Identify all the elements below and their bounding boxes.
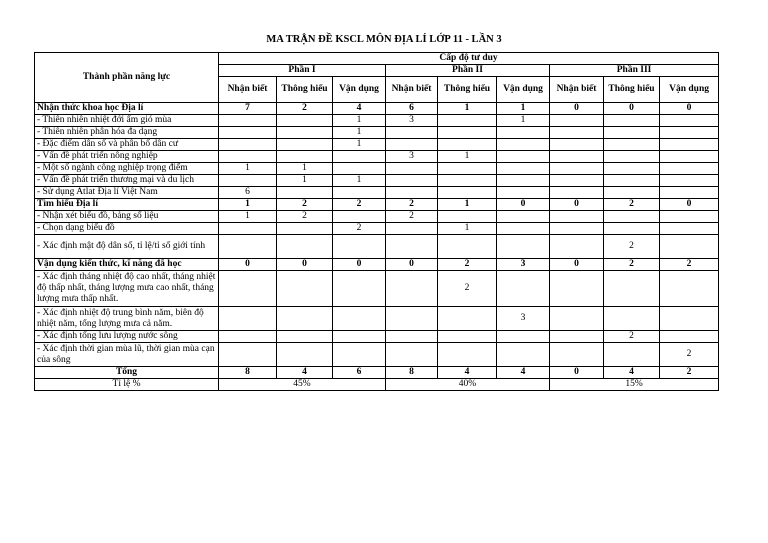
cell-value: 6 (219, 187, 277, 199)
cell-value: 2 (277, 199, 333, 211)
cell-value (497, 139, 550, 151)
row-label: Tổng (35, 367, 219, 379)
cell-value (333, 187, 386, 199)
ratio-row (35, 379, 719, 391)
cell-value (386, 235, 438, 259)
cell-value: 1 (277, 163, 333, 175)
header-part-1: Phần I (219, 65, 386, 77)
cell-value: 0 (550, 199, 604, 211)
cell-value (333, 307, 386, 331)
row-label: Vận dụng kiến thức, kĩ năng đã học (35, 259, 219, 271)
cell-value (333, 331, 386, 343)
table-row (35, 271, 719, 307)
cell-value: 2 (333, 199, 386, 211)
cell-value (660, 307, 719, 331)
cell-value: 1 (333, 139, 386, 151)
cell-value: 1 (333, 127, 386, 139)
cell-value (333, 343, 386, 367)
header-sub: Vận dụng (660, 77, 719, 103)
cell-value (550, 211, 604, 223)
cell-value (604, 139, 660, 151)
row-label: Tìm hiểu Địa lí (35, 199, 219, 211)
header-sub: Vận dụng (333, 77, 386, 103)
cell-value (386, 307, 438, 331)
cell-value (550, 139, 604, 151)
cell-value: 2 (333, 223, 386, 235)
cell-value (497, 175, 550, 187)
cell-value (386, 187, 438, 199)
cell-value (386, 163, 438, 175)
cell-value (333, 271, 386, 307)
cell-value (550, 151, 604, 163)
cell-value (386, 223, 438, 235)
header-competency: Thành phần năng lực (35, 53, 219, 103)
cell-value: 1 (497, 103, 550, 115)
cell-value (219, 175, 277, 187)
cell-value (438, 175, 497, 187)
cell-value: 1 (333, 175, 386, 187)
header-sub: Nhận biết (386, 77, 438, 103)
cell-value (660, 211, 719, 223)
cell-value (277, 343, 333, 367)
cell-value (438, 139, 497, 151)
cell-value (550, 271, 604, 307)
header-sub: Nhận biết (550, 77, 604, 103)
header-part-2: Phần II (386, 65, 550, 77)
cell-value (497, 187, 550, 199)
cell-value (660, 139, 719, 151)
table-row (35, 163, 719, 175)
row-label: - Xác định tổng lưu lượng nước sông (35, 331, 219, 343)
cell-value: 0 (550, 259, 604, 271)
cell-value (497, 127, 550, 139)
cell-value (438, 211, 497, 223)
table-row (35, 187, 719, 199)
cell-value: 2 (604, 235, 660, 259)
cell-value (497, 271, 550, 307)
table-row (35, 307, 719, 331)
cell-value (438, 115, 497, 127)
cell-value: 4 (277, 367, 333, 379)
cell-value: 3 (497, 259, 550, 271)
cell-value: 2 (604, 199, 660, 211)
cell-value: 0 (219, 259, 277, 271)
cell-value: 4 (333, 103, 386, 115)
cell-value (219, 139, 277, 151)
cell-value: 2 (277, 103, 333, 115)
cell-value: 2 (386, 211, 438, 223)
cell-value: 0 (333, 259, 386, 271)
cell-value (438, 343, 497, 367)
cell-value (219, 223, 277, 235)
cell-value (497, 223, 550, 235)
cell-value (550, 187, 604, 199)
cell-value (604, 211, 660, 223)
cell-value (277, 139, 333, 151)
row-label: - Chọn dạng biểu đồ (35, 223, 219, 235)
cell-value: 0 (660, 199, 719, 211)
cell-value (660, 187, 719, 199)
row-label: - Đặc điểm dân số và phân bố dân cư (35, 139, 219, 151)
cell-value (438, 235, 497, 259)
cell-value (550, 343, 604, 367)
cell-value (219, 331, 277, 343)
cell-value (219, 235, 277, 259)
cell-value: 2 (660, 259, 719, 271)
cell-value (660, 331, 719, 343)
cell-value (386, 175, 438, 187)
cell-value (604, 271, 660, 307)
cell-value (333, 151, 386, 163)
section-row (35, 199, 719, 211)
header-sub: Thông hiểu (277, 77, 333, 103)
cell-value (333, 163, 386, 175)
cell-value (219, 271, 277, 307)
cell-value: 4 (497, 367, 550, 379)
cell-value: 0 (660, 103, 719, 115)
cell-value: 0 (550, 103, 604, 115)
cell-value (550, 235, 604, 259)
row-label: - Một số ngành công nghiệp trọng điểm (35, 163, 219, 175)
header-sub: Thông hiểu (438, 77, 497, 103)
cell-value: 1 (333, 115, 386, 127)
cell-value (219, 127, 277, 139)
cell-value: 0 (550, 367, 604, 379)
cell-value: 0 (497, 199, 550, 211)
cell-value (438, 187, 497, 199)
table-row (35, 151, 719, 163)
cell-value (386, 343, 438, 367)
cell-value: 2 (604, 259, 660, 271)
cell-value: 6 (386, 103, 438, 115)
cell-value: 7 (219, 103, 277, 115)
row-label: - Nhận xét biểu đồ, bảng số liệu (35, 211, 219, 223)
cell-value (386, 331, 438, 343)
cell-value (438, 163, 497, 175)
cell-value (604, 187, 660, 199)
table-row (35, 127, 719, 139)
cell-value (277, 235, 333, 259)
cell-value: 1 (219, 199, 277, 211)
cell-value: 8 (386, 367, 438, 379)
document-title: MA TRẬN ĐỀ KSCL MÔN ĐỊA LÍ LỚP 11 - LẦN 3 (266, 34, 502, 45)
cell-value (386, 139, 438, 151)
table-row (35, 223, 719, 235)
cell-value (550, 331, 604, 343)
cell-value: 2 (386, 199, 438, 211)
cell-value (497, 343, 550, 367)
cell-value: 2 (604, 331, 660, 343)
cell-value (497, 331, 550, 343)
cell-value: 0 (277, 259, 333, 271)
cell-value (550, 163, 604, 175)
cell-value (604, 163, 660, 175)
header-sub: Thông hiểu (604, 77, 660, 103)
cell-value (333, 211, 386, 223)
cell-value: 6 (333, 367, 386, 379)
row-label: - Xác định thời gian mùa lũ, thời gian mùa cạn của sông (35, 343, 219, 367)
cell-value (219, 151, 277, 163)
header-sub: Nhận biết (219, 77, 277, 103)
cell-value (550, 127, 604, 139)
cell-value (550, 307, 604, 331)
cell-value (386, 127, 438, 139)
cell-value (277, 307, 333, 331)
cell-value (497, 211, 550, 223)
cell-value: 8 (219, 367, 277, 379)
ratio-value: 45% (219, 379, 386, 391)
cell-value: 2 (438, 271, 497, 307)
cell-value (277, 223, 333, 235)
cell-value: 1 (438, 151, 497, 163)
cell-value (604, 223, 660, 235)
cell-value (604, 307, 660, 331)
cell-value: 1 (497, 115, 550, 127)
table-row (35, 211, 719, 223)
matrix-table (34, 52, 719, 391)
cell-value: 3 (386, 151, 438, 163)
cell-value: 4 (604, 367, 660, 379)
table-row (35, 139, 719, 151)
row-label: - Thiên nhiên phân hóa đa dạng (35, 127, 219, 139)
section-row (35, 367, 719, 379)
cell-value (497, 163, 550, 175)
cell-value: 0 (604, 103, 660, 115)
cell-value (438, 331, 497, 343)
cell-value: 3 (386, 115, 438, 127)
ratio-value: 15% (550, 379, 719, 391)
cell-value (604, 115, 660, 127)
cell-value (604, 151, 660, 163)
cell-value (277, 115, 333, 127)
cell-value (550, 175, 604, 187)
ratio-value: 40% (386, 379, 550, 391)
row-label: - Vấn đề phát triển thương mại và du lịch (35, 175, 219, 187)
cell-value: 1 (219, 211, 277, 223)
cell-value (219, 307, 277, 331)
cell-value (660, 115, 719, 127)
cell-value (277, 271, 333, 307)
cell-value (438, 127, 497, 139)
cell-value: 2 (277, 211, 333, 223)
cell-value: 0 (386, 259, 438, 271)
cell-value (604, 343, 660, 367)
cell-value (660, 235, 719, 259)
cell-value: 1 (277, 175, 333, 187)
cell-value (438, 307, 497, 331)
cell-value (604, 127, 660, 139)
cell-value: 1 (438, 103, 497, 115)
cell-value (497, 235, 550, 259)
cell-value (660, 223, 719, 235)
row-label: - Vấn đề phát triển nông nghiệp (35, 151, 219, 163)
row-label: - Xác định nhiệt độ trung bình năm, biên độ nhiệt năm, tổng lượng mưa cả năm. (35, 307, 219, 331)
cell-value (497, 151, 550, 163)
row-label: - Xác định mật độ dân số, tỉ lệ/tỉ số giới tính (35, 235, 219, 259)
cell-value: 3 (497, 307, 550, 331)
row-label: - Xác định tháng nhiệt độ cao nhất, tháng nhiệt độ thấp nhất, tháng lượng mưa cao nhất, tháng lượng mưa thấp nhất. (35, 271, 219, 307)
cell-value (277, 331, 333, 343)
cell-value (660, 271, 719, 307)
section-row (35, 103, 719, 115)
table-row (35, 331, 719, 343)
cell-value: 2 (660, 367, 719, 379)
cell-value (550, 115, 604, 127)
cell-value (386, 271, 438, 307)
cell-value: 4 (438, 367, 497, 379)
table-row (35, 235, 719, 259)
cell-value: 1 (438, 199, 497, 211)
cell-value: 1 (219, 163, 277, 175)
cell-value (550, 223, 604, 235)
row-label: Nhận thức khoa học Địa lí (35, 103, 219, 115)
cell-value (604, 175, 660, 187)
cell-value (660, 151, 719, 163)
header-sub: Vận dụng (497, 77, 550, 103)
header-thinking-level: Cấp độ tư duy (219, 53, 719, 65)
cell-value (219, 115, 277, 127)
cell-value (660, 127, 719, 139)
matrix-body (35, 103, 719, 391)
table-row (35, 343, 719, 367)
table-row (35, 175, 719, 187)
row-label: - Thiên nhiên nhiệt đới ẩm gió mùa (35, 115, 219, 127)
cell-value: 2 (660, 343, 719, 367)
section-row (35, 259, 719, 271)
row-label: - Sử dụng Atlat Địa lí Việt Nam (35, 187, 219, 199)
cell-value (660, 163, 719, 175)
cell-value (277, 127, 333, 139)
cell-value: 2 (438, 259, 497, 271)
header-part-3: Phần III (550, 65, 719, 77)
ratio-label: Tỉ lệ % (35, 379, 219, 391)
cell-value (333, 235, 386, 259)
cell-value (277, 187, 333, 199)
cell-value: 1 (438, 223, 497, 235)
cell-value (660, 175, 719, 187)
cell-value (277, 151, 333, 163)
cell-value (219, 343, 277, 367)
table-row (35, 115, 719, 127)
